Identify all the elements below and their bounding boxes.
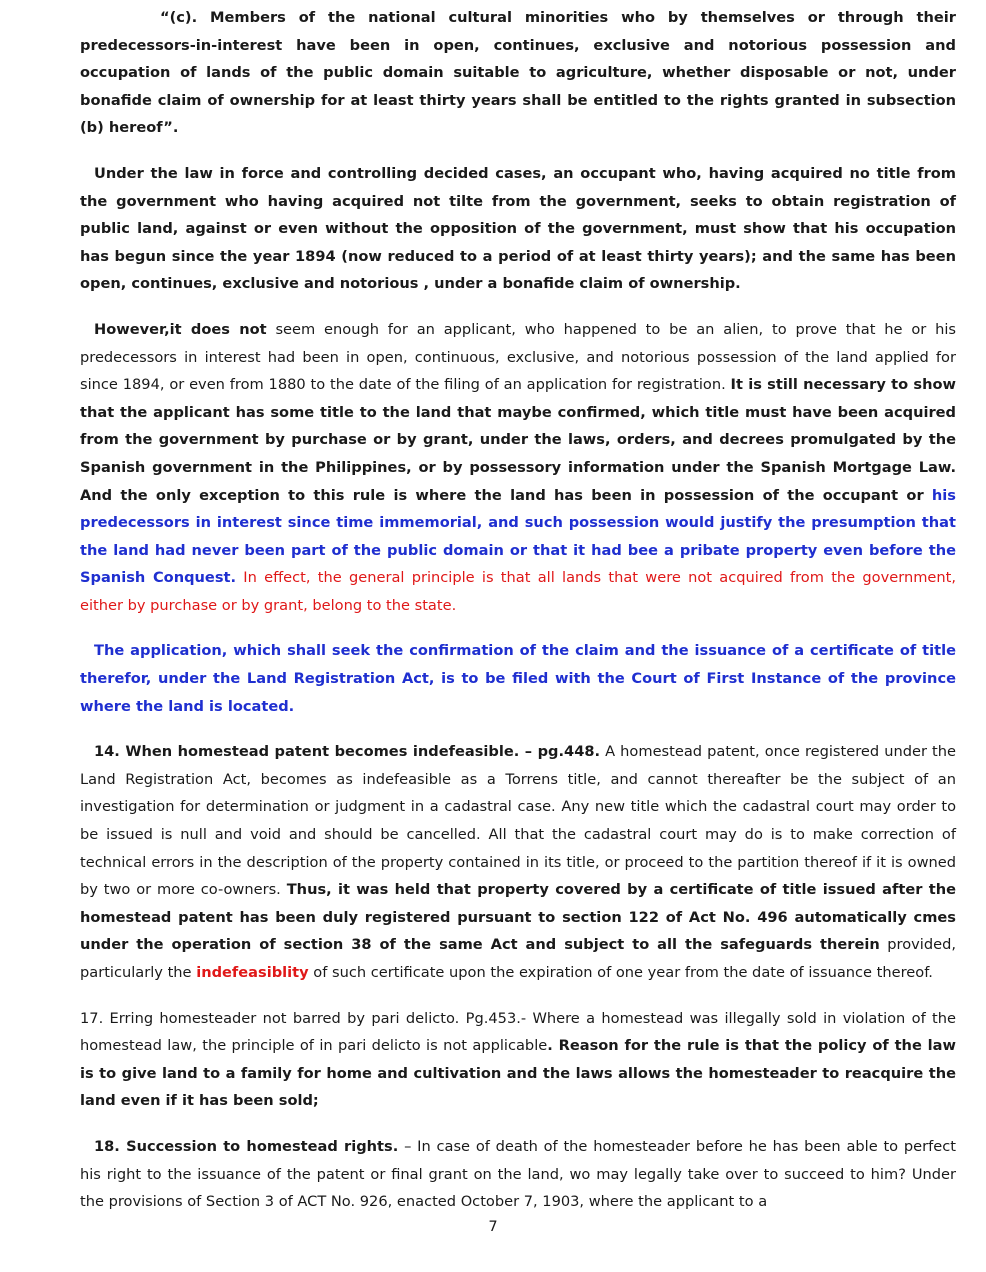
paragraph bbox=[80, 1133, 956, 1216]
paragraph bbox=[80, 1005, 956, 1115]
paragraph bbox=[80, 637, 956, 720]
text-segment: “(c). Members of the national cultural minorities who by themselves or through their predecessors-in-interest have been in open, continues, exclusive and notorious possession and occupation of lands of the public domain suitable to agriculture, whether disposable or not, under bonafide claim of ownership for at least thirty years shall be entitled to the rights granted in subsection (b) hereof”. bbox=[80, 9, 956, 137]
text-segment: It is still necessary to show that the applicant has some title to the land that maybe confirmed, which title must have been acquired from the government by purchase or by grant, under the laws, orders, and decrees promulgated by the Spanish government in the Philippines, or by possessory information under the Spanish Mortgage Law. And the only exception to this rule is where the land has been in possession of the occupant or bbox=[80, 376, 956, 504]
text-segment: 18. Succession to homestead rights. bbox=[94, 1137, 399, 1155]
page-number: 7 bbox=[488, 1218, 498, 1235]
text-segment: Thus, it was held that property covered by a certificate of title issued after the homestead patent has been duly registered pursuant to section 122 of Act No. 496 automatically cmes under the operation of section 38 of the same Act and subject to all the safeguards therein bbox=[80, 881, 957, 954]
document-body bbox=[80, 4, 956, 1234]
paragraph bbox=[80, 4, 956, 142]
text-segment: Under the law in force and controlling decided cases, an occupant who, having acquired no title from the government who having acquired not tilte from the government, seeks to obtain registration of public land, against or even without the opposition of the government, must show that his occupation has begun since the year 1894 (now reduced to a period of at least thirty years); and the same has been open, continues, exclusive and notorious , under a bonafide claim of ownership. bbox=[80, 164, 956, 293]
text-segment: provided, particularly the bbox=[80, 936, 956, 981]
text-segment: – In case of death of the homesteader before he has been able to perfect his right to the issuance of the patent or final grant on the land, wo may legally take over to succeed to him? Under the provisions of Section 3 of ACT No. 926, enacted October 7, 1903, where the applicant to a bbox=[80, 1137, 957, 1211]
paragraph bbox=[80, 160, 956, 298]
text-segment: of such certificate upon the expiration of one year from the date of issuance thereof. bbox=[308, 964, 933, 981]
text-segment: 14. When homestead patent becomes indefeasible. – pg.448. bbox=[94, 743, 601, 761]
paragraph bbox=[80, 316, 956, 620]
text-segment: 17. Erring homesteader not barred by pari delicto. Pg.453.- Where a homestead was illegally sold in violation of the homestead law, the principle of in pari delicto is not applicable bbox=[80, 1009, 956, 1055]
text-segment: A homestead patent, once registered under the Land Registration Act, becomes as indefeasible as a Torrens title, and cannot thereafter be the subject of an investigation for determination or judgment in a cadastral case. Any new title which the cadastral court may order to be issued is null and void and should be cancelled. All that the cadastral court may do is to make correction of technical errors in the description of the property contained in its title, or proceed to the partition thereof if it is owned by two or more co-owners. bbox=[80, 743, 956, 899]
text-segment: In effect, the general principle is that all lands that were not acquired from the government, either by purchase or by grant, belong to the state. bbox=[80, 569, 957, 614]
text-segment: indefeasiblity bbox=[196, 964, 309, 981]
text-segment: However,it does not bbox=[94, 320, 267, 338]
text-segment: his predecessors in interest since time immemorial, and such possession would justify the presumption that the land had never been part of the public domain or that it had bee a pribate property even before the Spanish Conquest. bbox=[80, 486, 956, 587]
text-segment: seem enough for an applicant, who happened to be an alien, to prove that he or his predecessors in interest had been in open, continuous, exclusive, and notorious possession of the land applied for since 1894, or even from 1880 to the date of the filing of an application for registration. bbox=[80, 320, 956, 394]
text-segment: The application, which shall seek the confirmation of the claim and the issuance of a certificate of title therefor, under the Land Registration Act, is to be filed with the Court of First Instance of the province where the land is located. bbox=[80, 642, 956, 715]
text-segment: . Reason for the rule is that the policy of the law is to give land to a family for home and cultivation and the laws allows the homesteader to reacquire the land even if it has been sold; bbox=[80, 1037, 956, 1110]
paragraph bbox=[80, 738, 956, 986]
